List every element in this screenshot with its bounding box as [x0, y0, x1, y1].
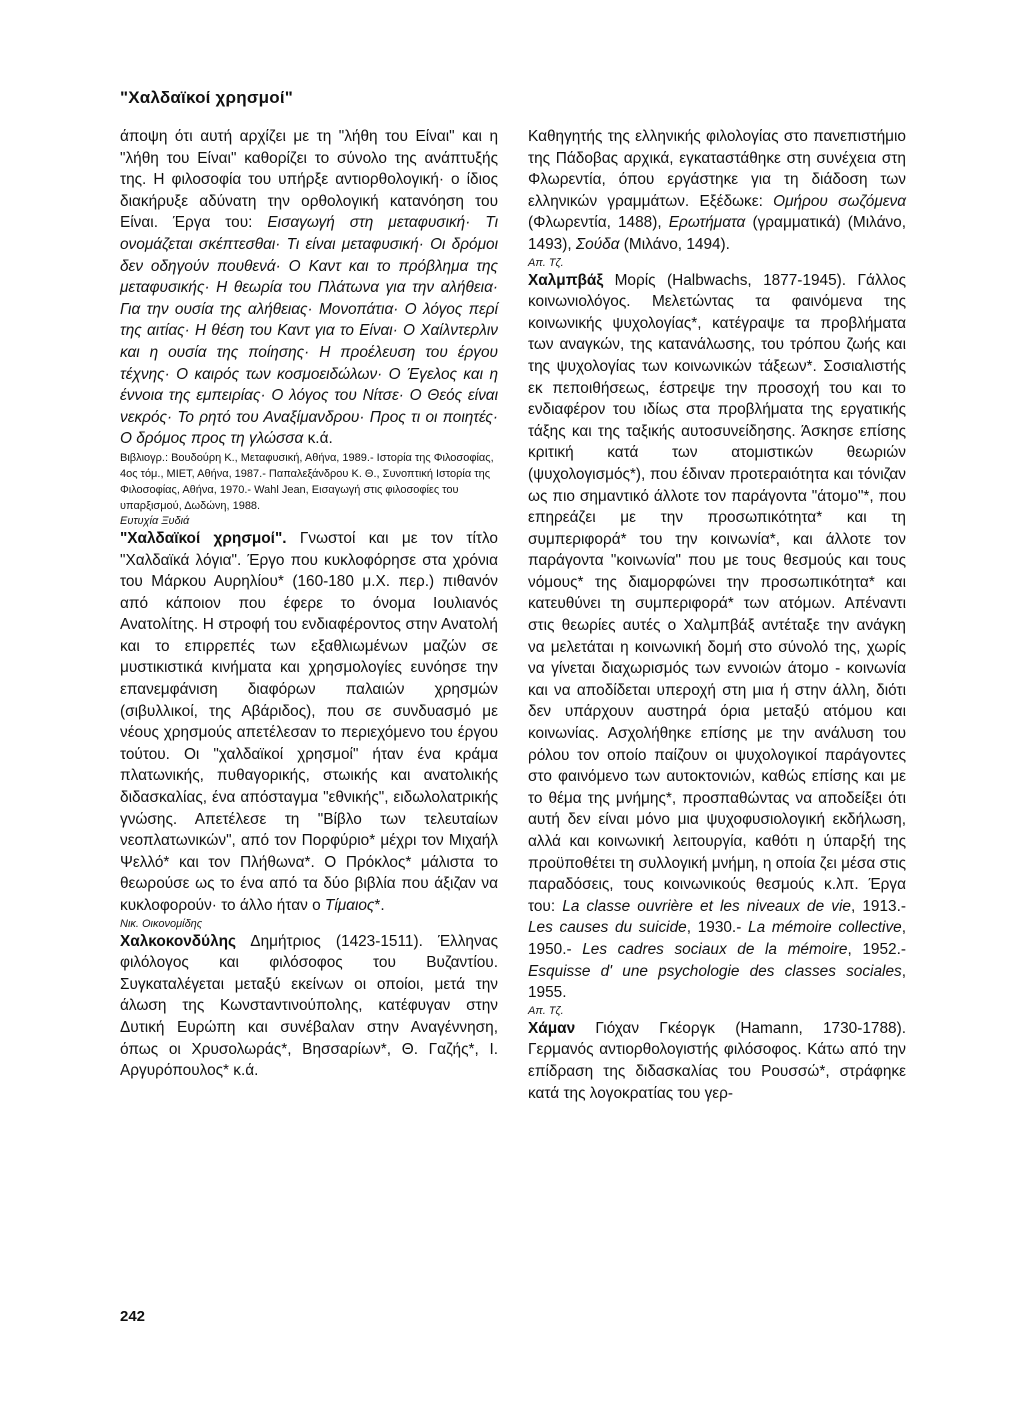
continuation-paragraph: Καθηγητής της ελληνικής φιλολογίας στο πανεπιστήμιο της Πάδοβας αρχικά, εγκαταστάθηκε στη συνέχεια στη Φλωρεντία, όπου εργάστηκε για τη διάδοση των ελληνικών γραμμάτων. Εξέδωκε: Ομήρου σωζόμενα (Φλωρεντία, 1488), Ερωτήματα (γραμματικά) (Μιλάνο, 1493), Σούδα (Μιλάνο, 1494). [528, 128, 906, 253]
entry-chalkokondylis: Χαλκοκονδύλης Δημήτριος (1423-1511). Έλληνας φιλόλογος και φιλόσοφος του Βυζαντίου. Συγκαταλέγεται μεταξύ εκείνων οι οποίοι, μετά την άλωση της Κωνσταντινούπολης, κατέφυγαν στην Δυτική Ευρώπη και συνέβαλαν στην Αναγέννηση, όπως οι Χρυσολωράς*, Βησσαρίων*, Θ. Γαζής*, Ι. Αργυρόπουλος* κ.ά. [120, 932, 498, 1080]
entry-halbwachs: Χαλμπβάξ Μορίς (Halbwachs, 1877-1945). Γάλλος κοινωνιολόγος. Μελετώντας τα φαινόμενα της κοινωνικής ψυχολογίας*, κατέγραψε τα προβλήματα των αναγκών, της κατανάλωσης, του τρόπου ζωής και της ψυχολογίας των κοινωνικών τάξεων*. Σοσιαλιστής εκ πεποιθήσεως, έστρεψε την προσοχή του και το ενδιαφέρον του ιδίως στα προβλήματα της εργατικής τάξης και της ταξικής αυτοσυνείδησης. Άσκησε επίσης κριτική κατά των ατομιστικών θεωριών (ψυχολογισμός*), που έδιναν προτεραιότητα και τόνιζαν ως πιο σημαντικό άλλοτε τον παράγοντα "άτομο"*, που επηρεάζει με την προσωπικότητα* και τη συμπεριφορά* του την κοινωνία*, και άλλοτε τον παράγοντα "κοινωνία" που με τους θεσμούς και τους νόμους* της διαμορφώνει την προσωπικότητα* και κατευθύνει τη συμπεριφορά* των ατόμων. Απέναντι στις θεωρίες αυτές ο Χαλμπβάξ αντέταξε την ανάγκη να μελετάται η κοινωνική δομή στο σύνολό της, χωρίς να γίνεται διαχωρισμός των εννοιών άτομο - κοινωνία και να αποδίδεται υπεροχή στη μια ή στην άλλη, διότι δεν υπάρχουν αυστηρά όρια μεταξύ ατόμου και κοινωνίας. Ασχολήθηκε επίσης με την ανάλυση του ρόλου τον οποίο παίζουν οι ψυχολογικοί παράγοντες στο φαινόμενο των αυτοκτονιών, καθώς επίσης και με το θέμα της μνήμης*, προσπαθώντας να αποδείξει ότι αυτή δεν είναι μόνο μια ψυχοφυσιολογική εκδήλωση, αλλά και κοινωνική λειτουργία, καθότι η ύπαρξή της προϋποθέτει τη συλλογική μνήμη, η οποία ζει μέσα στις παραδόσεις, τους κοινωνικούς θεσμούς κ.λπ. Έργα του: La classe ouvrière et les niveaux de vie, 1913.- Les causes du suicide, 1930.- La mémoire collective, 1950.- Les cadres sociaux de la mémoire, 1952.- Esquisse d' une psychologie des classes sociales, 1955. [528, 271, 907, 1002]
entry-heading: Χαλκοκονδύλης [120, 932, 237, 950]
entry-heading: Χάμαν [528, 1019, 576, 1037]
signature: Απ. Τζ. [528, 256, 564, 269]
page-number: 242 [120, 1308, 146, 1325]
entry-hamann: Χάμαν Γιόχαν Γκέοργκ (Hamann, 1730-1788). Γερμανός αντιορθολογιστής φιλόσοφος. Κάτω από την επίδραση της διδασκαλίας του Ρουσσώ*, στράφηκε κατά της λογοκρατίας του γερ- [528, 1019, 906, 1102]
works-list: Εισαγωγή στη μεταφυσική· Τι ονομάζεται σκέπτεσθαι· Τι είναι μεταφυσική· Οι δρόμοι δεν οδηγούν πουθενά· Ο Καντ και το πρόβλημα της μεταφυσικής· Η θεωρία του Πλάτωνα για την αλήθεια· Για την ουσία της αλήθειας· Μονοπάτια· Ο λόγος περί της αιτίας· Η θέση του Καντ για το Είναι· Ο Χαίλντερλιν και η ουσία της ποίησης· Η προέλευση του έργου τέχνης· Ο καιρός των κοσμοειδώλων· Ο Έγελος και η έννοια της εμπειρίας· Ο λόγος του Νίτσε· Ο Θεός είναι νεκρός· Το ρητό του Αναξίμανδρου· Προς τι οι ποιητές· Ο δρόμος προς τη γλώσσα [120, 214, 499, 448]
left-column [120, 126, 498, 1082]
signature: Ευτυχία Ξυδιά [120, 514, 190, 527]
right-column [528, 126, 906, 1104]
signature: Νικ. Οικονομίδης [120, 917, 203, 930]
entry-heading: "Χαλδαϊκοί χρησμοί". [120, 529, 287, 547]
continuation-paragraph: άποψη ότι αυτή αρχίζει με τη "λήθη του Είναι" και η "λήθη του Είναι" καθορίζει το σύνολο της ανάπτυξής της. Η φιλοσοφία του υπήρξε αντιορθολογική· ο ίδιος διακήρυξε αδύνατη την ορθολογική κατανόηση του Είναι. Έργα του: Εισαγωγή στη μεταφυσική· Τι ονομάζεται σκέπτεσθαι· Τι είναι μεταφυσική· Οι δρόμοι δεν οδηγούν πουθενά· Ο Καντ και το πρόβλημα της μεταφυσικής· Η θεωρία του Πλάτωνα για την αλήθεια· Για την ουσία της αλήθειας· Μονοπάτια· Ο λόγος περί της αιτίας· Η θέση του Καντ για το Είναι· Ο Χαίλντερλιν και η ουσία της ποίησης· Η προέλευση του έργου τέχνης· Ο καιρός των κοσμοειδώλων· Ο Έγελος και η έννοια της εμπειρίας· Ο λόγος του Νίτσε· Ο Θεός είναι νεκρός· Το ρητό του Αναξίμανδρου· Προς τι οι ποιητές· Ο δρόμος προς τη γλώσσα κ.ά. [120, 128, 499, 448]
bibliography: Βιβλιογρ.: Βουδούρη Κ., Μεταφυσική, Αθήνα, 1989.- Ιστορία της Φιλοσοφίας, 4ος τόμ., ΜΙΕΤ, Αθήνα, 1987.- Παπαλεξάνδρου Κ. Θ., Συνοπτική Ιστορία της Φιλοσοφίας, Αθήνα, 1970.- Wahl Jean, Εισαγωγή στις φιλοσοφίες του υπαρξισμού, Δωδώνη, 1988. [120, 451, 494, 512]
signature: Απ. Τζ. [528, 1004, 564, 1017]
entry-chaldaic-oracles: "Χαλδαϊκοί χρησμοί". Γνωστοί και με τον τίτλο "Χαλδαϊκά λόγια". Έργο που κυκλοφόρησε στα χρόνια του Μάρκου Αυρηλίου* (160-180 μ.Χ. περ.) πιθανόν από κάποιον που έφερε το όνομα Ιουλιανός Ανατολίτης. Η στροφή του ενδιαφέροντος στην Ανατολή και το επιρρεπές των εξαθλιωμένων μαζών σε μυστικιστικά κινήματα και χρησμολογίες ευνόησε την επανεμφάνιση διαφόρων παλαιών χρησμών (σιβυλλικοί, της Αβάριδος), που σε συνδυασμό με νέους χρησμούς απετέλεσαν το περιεχόμενο του έργου τούτου. Οι "χαλδαϊκοί χρησμοί" ήταν ένα κράμα πλατωνικής, πυθαγορικής, στωικής και ανατολικής διδασκαλίας, ένα απόσταγμα "εθνικής", ειδωλολατρικής γνώσης. Απετέλεσε τη "Βίβλο των τελευταίων νεοπλατωνικών", από τον Πορφύριο* μέχρι τον Μιχαήλ Ψελλό* και τον Πλήθωνα*. Ο Πρόκλος* μάλιστα το θεωρούσε ως το ένα από τα δύο βιβλία που άξιζαν να κυκλοφορούν· το άλλο ήταν ο Τίμαιος*. [120, 529, 498, 914]
entry-heading: Χαλμπβάξ [528, 271, 604, 289]
running-head: "Χαλδαϊκοί χρησμοί" [120, 88, 294, 107]
